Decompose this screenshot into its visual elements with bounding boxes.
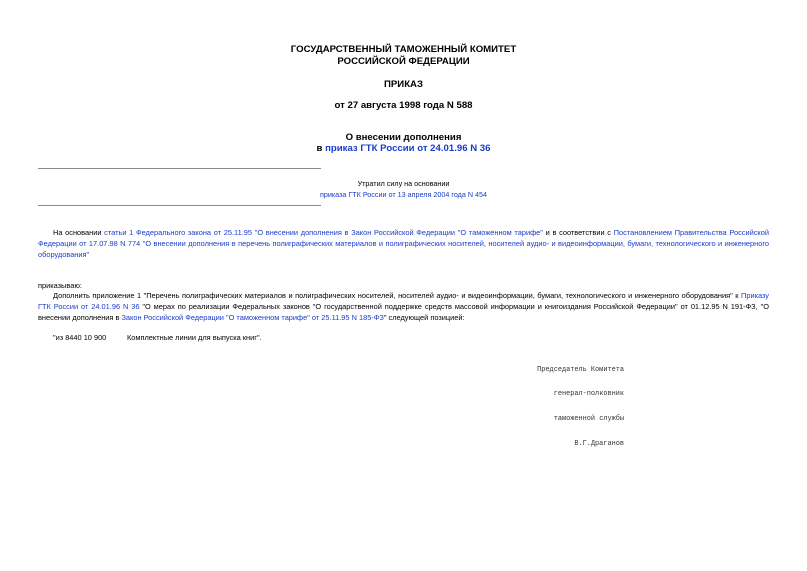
doc-type-title: ПРИКАЗ: [384, 79, 423, 90]
header-org-line2: РОССИЙСКОЙ ФЕДЕРАЦИИ: [337, 56, 470, 67]
doc-date-number: от 27 августа 1998 года N 588: [334, 100, 473, 111]
government-resolution-link[interactable]: Постановлением Правительства Российской Федерации от 17.07.98 N 774 "О внесении дополнения в перечень полиграфических материалов и полиграфических носителей, носителей аудио- и видеоинформации, бумаги, технологического и инженерного оборудования": [38, 228, 769, 260]
body-text-1: Дополнить приложение 1 "Перечень полиграфических материалов и полиграфических носителей, носителей аудио- и видеоинформации, бумаги, технологического и инженерного оборудования" к: [53, 291, 742, 300]
doc-subject-line1: О внесении дополнения: [345, 132, 462, 143]
signature-line-3: таможенной службы: [553, 415, 624, 424]
body-paragraph: [38, 290, 769, 324]
federal-law-article-link[interactable]: статьи 1 Федерального закона от 25.11.95 "О внесении дополнения в Закон Российской Федерации "О таможенном тарифе": [104, 228, 543, 237]
signature-line-1: Председатель Комитета: [537, 365, 624, 374]
status-lost-force: Утратил силу на основании: [357, 179, 450, 188]
body-text-2: "О мерах по реализации Федеральных законов "О государственной поддержке средств массовой информации и книгоиздания Российской Федерации" от 01.12.95 N 191-ФЗ, "О внесении дополнения в: [38, 302, 769, 323]
position-description: Комплектные линии для выпуска книг".: [127, 333, 262, 342]
position-code: "из 8440 10 900: [53, 333, 107, 342]
amended-order-link[interactable]: Приказу ГТК России от 24.01.96 N 36: [38, 291, 769, 312]
divider-bottom: [38, 205, 321, 206]
customs-tariff-law-link[interactable]: Закон Российской Федерации "О таможенном тарифе" от 25.11.95 N 185-ФЗ: [121, 313, 384, 323]
order-word: приказываю:: [38, 281, 82, 290]
subject-amended-order-link[interactable]: приказ ГТК России от 24.01.96 N 36: [325, 143, 491, 154]
preamble-text-2: и в соответствии с: [542, 228, 614, 237]
body-text-3: " следующей позицией:: [383, 313, 465, 323]
signature-line-2: генерал-полковник: [553, 390, 624, 399]
header-org-line1: ГОСУДАРСТВЕННЫЙ ТАМОЖЕННЫЙ КОМИТЕТ: [290, 44, 517, 55]
signature-block: [0, 349, 624, 467]
status-lost-force-link[interactable]: приказа ГТК России от 13 апреля 2004 года N 454: [319, 190, 488, 199]
doc-subject-line2: [0, 143, 807, 155]
signature-line-4: В.Г.Драганов: [574, 440, 624, 449]
divider-top: [38, 168, 321, 169]
preamble-text-1: На основании: [53, 228, 105, 237]
preamble-paragraph: [38, 227, 769, 261]
subject-prefix: в: [316, 143, 326, 154]
